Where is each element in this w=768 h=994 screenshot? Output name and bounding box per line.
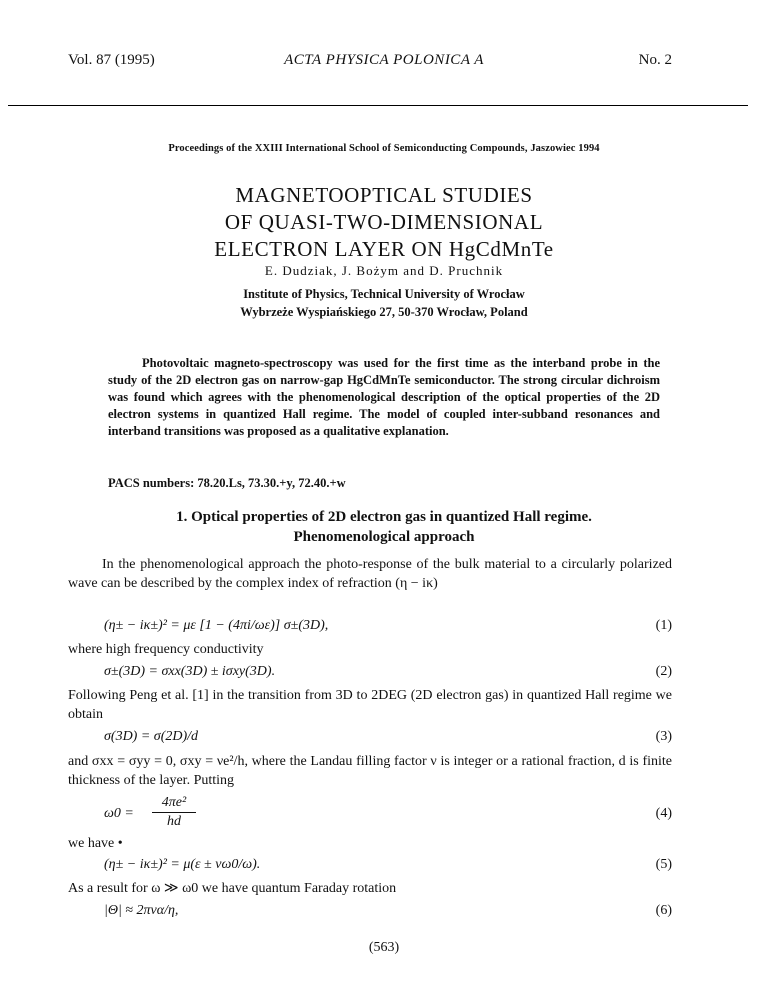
title-line-2: OF QUASI-TWO-DIMENSIONAL [224,210,544,234]
equation-4-denominator: hd [167,814,181,829]
equation-5: (η± − iκ±)² = μ(ε ± νω0/ω). [104,857,261,872]
abstract [108,355,660,440]
section-heading-line-2: Phenomenological approach [293,529,475,545]
equation-4-numerator: 4πe² [152,795,196,813]
paragraph-3: Following Peng et al. [1] in the transition from 3D to 2DEG (2D electron gas) in quantized Hall regime we obtain [68,688,672,722]
authors: E. Dudziak, J. Bożym and D. Pruchnik [264,263,504,278]
affiliation-line-2: Wybrzeże Wyspiańskiego 27, 50-370 Wrocław, Poland [240,305,528,319]
section-heading-line-1: 1. Optical properties of 2D electron gas in quantized Hall regime. [176,509,592,525]
equation-4-lhs: ω0 = [104,806,134,821]
abstract-text: Photovoltaic magneto-spectroscopy was used for the first time as the interband probe in the study of the 2D electron gas on narrow-gap HgCdMnTe semiconductor. The strong circular dichroism was found which agrees with the phenomenological description of the optical properties of the 2D electron systems in quantized Hall regime. The model of coupled inter-subband resonances and interband transitions was proposed as a qualitative explanation. [108,356,660,438]
title-line-1: MAGNETOOPTICAL STUDIES [235,183,533,207]
title-line-3: ELECTRON LAYER ON HgCdMnTe [214,237,554,261]
journal-name: ACTA PHYSICA POLONICA A [284,52,484,68]
equation-number-1: (1) [655,618,672,633]
affiliation-line-1: Institute of Physics, Technical University of Wrocław [243,287,525,301]
equation-number-6: (6) [655,903,672,918]
paragraph-4: and σxx = σyy = 0, σxy = νe²/h, where the Landau filling factor ν is integer or a rational fraction, d is finite thickness of the layer. Putting [68,754,672,788]
page-number: (563) [368,940,400,955]
equation-number-5: (5) [655,857,672,872]
equation-number-2: (2) [655,664,672,679]
pacs-numbers: PACS numbers: 78.20.Ls, 73.30.+y, 72.40.+w [108,476,346,490]
header-rule [8,105,748,106]
paragraph-1: In the phenomenological approach the photo-response of the bulk material to a circularly polarized wave can be described by the complex index of refraction (η − iκ) [68,557,672,591]
equation-number-3: (3) [655,729,672,744]
equation-2: σ±(3D) = σxx(3D) ± iσxy(3D). [104,664,276,679]
equation-3: σ(3D) = σ(2D)/d [104,729,199,744]
issue-number: No. 2 [638,52,672,68]
equation-1: (η± − iκ±)² = με [1 − (4πi/ωε)] σ±(3D), [104,618,329,633]
equation-6: |Θ| ≈ 2πνα/η, [104,903,179,918]
equation-4-fraction [152,795,196,830]
paragraph-5: we have • [68,836,123,851]
proceedings-line: Proceedings of the XXIII International School of Semiconducting Compounds, Jaszowiec 1994 [168,143,600,154]
paragraph-6: As a result for ω ≫ ω0 we have quantum Faraday rotation [68,881,397,896]
volume-label: Vol. 87 (1995) [68,52,155,68]
paragraph-2: where high frequency conductivity [68,642,264,657]
equation-number-4: (4) [655,806,672,821]
